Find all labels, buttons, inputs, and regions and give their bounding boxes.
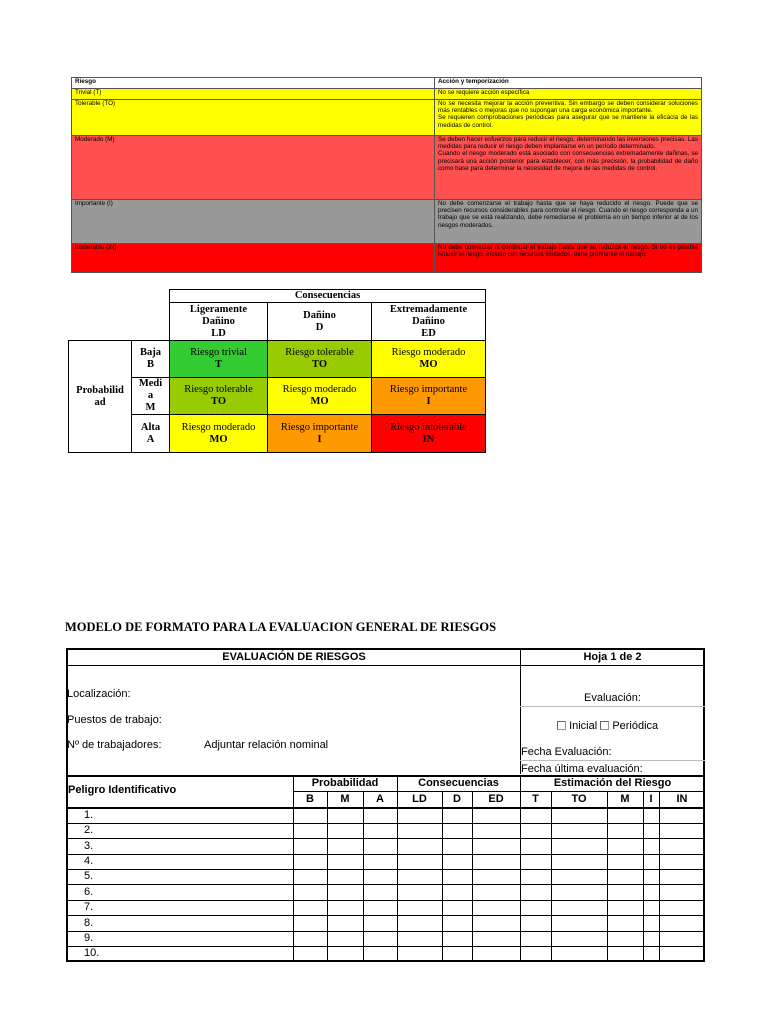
cell-text: Riesgo moderado [391,347,466,358]
row-label-line: M [145,402,156,413]
trabajadores-value: Adjuntar relación nominal [204,739,329,751]
risk-header-cell: Riesgo [72,78,435,89]
cell-text: Riesgo intolerable [390,421,467,433]
sub-b: B [306,793,314,805]
col-header-line: Dañino [202,315,235,327]
row-number: 9. [84,932,94,944]
estimacion-group: Estimación del Riesgo [553,777,672,789]
cell-code: TO [312,359,327,370]
risk-action [435,136,702,200]
inicial-checkbox[interactable] [557,721,566,730]
col-header-line: LD [211,327,226,339]
row-number: 1. [84,809,94,821]
periodica-checkbox[interactable] [600,721,609,730]
sub-to: TO [571,793,587,805]
row-label-media [132,378,170,415]
col-header-line: Dañino [412,315,445,327]
risk-row-moderado [72,136,702,200]
col-header-line: D [315,321,324,333]
sub-in: IN [676,793,688,805]
risk-name: Tolerable (TO) [72,100,435,136]
action-header-cell: Acción y temporización [435,78,702,89]
col-header-line: Extremadamente [389,303,468,315]
sub-ld: LD [412,793,427,805]
row-number: 3. [84,840,94,852]
action-text: No se requiere acción específica [438,89,530,96]
risk-action [435,244,702,273]
col-header-line: ED [421,327,436,339]
row-label-line: a [147,390,154,401]
row-label-line: B [146,359,154,370]
risk-name: Moderado (M) [72,136,435,200]
form-header-right: Hoja 1 de 2 [583,651,642,663]
cell-text: Riesgo moderado [181,421,256,433]
risk-row-trivial [72,89,702,100]
probability-label-line: ad [94,396,106,408]
row-number: 5. [84,870,94,882]
cell-code: MO [310,396,329,407]
matrix-cell-moderado [268,378,372,415]
peligro-header: Peligro Identificativo [68,784,177,796]
sub-ed: ED [488,793,504,805]
sub-m: M [340,793,350,805]
cell-code: T [214,359,222,370]
row-label-alta [132,415,170,453]
row-number: 4. [84,855,94,867]
consecuencias-group: Consecuencias [418,777,499,789]
action-text: Se deben hacer esfuerzos para reducir el riesgo, determinando las inversiones precisas. Las medidas para reducir el riesgo deben implantarse en un período determinado. [438,136,698,151]
puestos-label: Puestos de trabajo: [67,714,162,726]
row-label-line: Medi [138,378,163,389]
row-number: 2. [84,824,94,836]
trabajadores-label: Nº de trabajadores: [67,739,162,751]
action-text: No debe comenzar ni continuar el trabajo hasta que se reduzca el riesgo. Si no es posible reducir el riesgo, incluso con recursos limitados, debe prohibirse el trabajo. [438,244,698,259]
risk-action-table [71,77,702,273]
action-text: Se requieren comprobaciones periódicas para asegurar que se mantiene la eficacia de las medidas de control. [438,114,698,129]
cell-text: Riesgo tolerable [285,347,354,358]
cell-code: IN [422,433,435,445]
matrix-cell-tolerable [268,341,372,378]
fecha-ultima-label: Fecha última evaluación: [521,763,643,775]
col-header-line: Ligeramente [189,303,248,315]
evaluacion-type [557,720,658,733]
periodica-label: Periódica [612,720,659,732]
matrix-cell-moderado [170,415,268,453]
matrix-cell-importante [268,415,372,453]
risk-row-intolerable [72,244,702,273]
risk-table-header [72,78,702,89]
fecha-evaluacion-label: Fecha Evaluación: [521,746,612,758]
risk-matrix [68,289,486,453]
row-number: 6. [84,886,94,898]
risk-name: Importante (I) [72,200,435,244]
cell-code: I [317,433,322,445]
risk-row-importante [72,200,702,244]
cell-code: MO [209,433,228,445]
cell-text: Riesgo importante [389,384,468,395]
cell-code: TO [211,396,226,407]
col-header-line: Dañino [303,309,336,321]
sub-d: D [453,793,461,805]
risk-action [435,100,702,136]
risk-name: Trivial (T) [72,89,435,100]
row-label-baja [132,341,170,378]
form-header-left: EVALUACIÓN DE RIESGOS [222,651,366,663]
cell-text: Riesgo tolerable [184,384,253,395]
row-label-line: A [146,433,155,445]
cell-text: Riesgo moderado [282,384,357,395]
row-number: 10. [84,947,100,959]
sub-m-risk: M [620,793,630,805]
risk-action [435,89,702,100]
cell-text: Riesgo trivial [190,347,247,358]
risk-row-tolerable [72,100,702,136]
evaluacion-label: Evaluación: [584,692,641,704]
probability-label [69,341,132,453]
risk-action [435,200,702,244]
consequences-title: Consecuencias [170,290,486,303]
cell-text: Riesgo importante [280,421,359,433]
probabilidad-group: Probabilidad [311,777,379,789]
matrix-cell-moderado [372,341,486,378]
col-header-d [268,303,372,341]
inicial-label: Inicial [569,720,598,732]
matrix-cell-importante [372,378,486,415]
sub-t: T [532,793,539,805]
evaluation-form [66,648,705,962]
action-text: No debe comenzarse el trabajo hasta que se haya reducido el riesgo. Puede que se precisen recursos considerables para controlar el riesgo. Cuando el riesgo corresponda a un trabajo que se está realizando, debe remediarse el problema en un tiempo inferior al de los riesgos moderados. [438,200,698,229]
sub-i: I [649,793,653,805]
probability-label-line: Probabilid [76,384,124,396]
localizacion-label: Localización: [67,688,131,700]
action-text: No se necesita mejorar la acción preventiva. Sin embargo se deben considerar soluciones más rentables o mejoras que no supongan una carga económica importante. [438,100,698,115]
col-header-ed [372,303,486,341]
matrix-cell-tolerable [170,378,268,415]
col-header-ld [170,303,268,341]
cell-code: I [426,396,431,407]
row-number: 8. [84,917,94,929]
cell-code: MO [419,359,438,370]
row-label-line: Alta [140,421,161,433]
action-text: Cuando el riesgo moderado está asociado con consecuencias extremadamente dañinas, se precisará una acción posterior para establecer, con más precisión, la probabilidad de daño como base para determinar la necesidad de mejora de las medidas de control. [438,150,698,172]
form-title: MODELO DE FORMATO PARA LA EVALUACION GENERAL DE RIESGOS [65,620,497,634]
risk-name: Intolerable (IN) [72,244,435,273]
matrix-cell-intolerable [372,415,486,453]
row-number: 7. [84,901,94,913]
row-label-line: Baja [140,347,161,358]
sub-a: A [376,793,384,805]
matrix-cell-trivial [170,341,268,378]
